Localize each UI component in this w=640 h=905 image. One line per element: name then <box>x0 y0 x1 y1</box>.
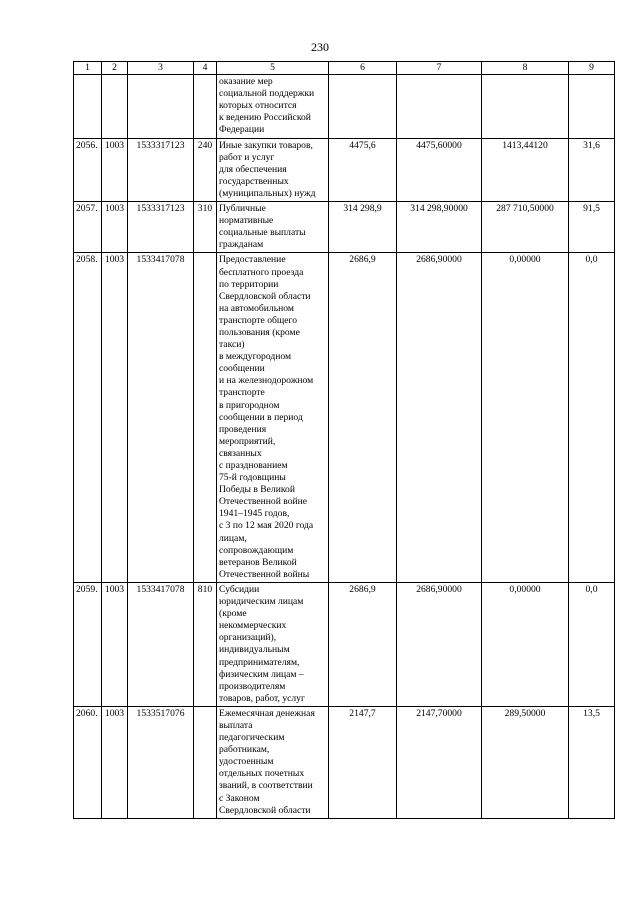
item-name-line: и на железнодорожном <box>219 375 314 387</box>
target-article-code: 1533517076 <box>128 706 194 818</box>
item-name-line: Победы в Великой <box>219 484 295 496</box>
budget-table <box>73 61 615 819</box>
executed-amount: 289,50000 <box>482 706 569 818</box>
target-article-code: 1533317123 <box>128 202 194 253</box>
item-name-line: Отечественной войне <box>219 496 308 508</box>
item-name-line: гражданам <box>219 239 264 251</box>
section-code: 1003 <box>102 202 128 253</box>
item-name-line: в пригородном <box>219 399 280 411</box>
header-cell: 3 <box>128 62 194 75</box>
executed-amount: 287 710,50000 <box>482 202 569 253</box>
plan-amount-precise: 4475,60000 <box>397 138 482 201</box>
item-name-line: товаров, работ, услуг <box>219 692 305 704</box>
item-name-line: педагогическим <box>219 732 285 744</box>
item-name-line: пользования (кроме <box>219 326 300 338</box>
plan-amount-precise: 314 298,90000 <box>397 202 482 253</box>
item-name-line: индивидуальным <box>219 644 290 656</box>
item-name-line: социальной поддержки <box>219 88 315 100</box>
section-code: 1003 <box>102 706 128 818</box>
item-name-line: физическим лицам – <box>219 668 304 680</box>
header-cell: 7 <box>397 62 482 75</box>
section-code: 1003 <box>102 138 128 201</box>
item-name-line: такси) <box>219 339 245 351</box>
item-name-line: Иные закупки товаров, <box>219 139 313 151</box>
row-number: 2058. <box>74 253 102 583</box>
item-name-line: проведения <box>219 423 267 435</box>
row-number: 2060. <box>74 706 102 818</box>
header-cell: 9 <box>569 62 615 75</box>
target-article-code: 1533417078 <box>128 253 194 583</box>
header-cell: 8 <box>482 62 569 75</box>
table-row <box>74 202 615 253</box>
item-name-line: государственных <box>219 175 289 187</box>
item-name-line: бесплатного проезда <box>219 266 304 278</box>
section-code: 1003 <box>102 582 128 706</box>
item-name-line: с Законом <box>219 792 260 804</box>
header-cell: 4 <box>194 62 217 75</box>
item-name-line: некоммерческих <box>219 620 287 632</box>
item-name-line: на автомобильном <box>219 302 294 314</box>
table-row <box>74 75 615 138</box>
row-number: 2059. <box>74 582 102 706</box>
item-name-line: в междугородном <box>219 351 292 363</box>
item-name-line: Свердловской области <box>219 804 311 816</box>
header-row <box>74 62 615 75</box>
expense-type-code <box>194 75 217 138</box>
item-name-line: ветеранов Великой <box>219 556 297 568</box>
item-name-line: званий, в соответствии <box>219 780 313 792</box>
section-code: 1003 <box>102 253 128 583</box>
table-row <box>74 253 615 583</box>
item-name-line: социальные выплаты <box>219 227 306 239</box>
item-name-line: Федерации <box>219 124 265 136</box>
item-name <box>217 582 329 706</box>
header-cell: 1 <box>74 62 102 75</box>
row-number: 2056. <box>74 138 102 201</box>
plan-amount: 2686,9 <box>329 253 397 583</box>
expense-type-code: 240 <box>194 138 217 201</box>
item-name <box>217 138 329 201</box>
execution-percent: 0,0 <box>569 582 615 706</box>
item-name-line: юридическим лицам <box>219 596 304 608</box>
page-number: 230 <box>311 40 329 54</box>
item-name-line: работникам, <box>219 744 270 756</box>
execution-percent <box>569 75 615 138</box>
item-name-line: производителям <box>219 680 286 692</box>
item-name-line: (кроме <box>219 608 247 620</box>
item-name-line: Субсидии <box>219 583 260 595</box>
item-name-line: с 3 по 12 мая 2020 года <box>219 520 314 532</box>
expense-type-code <box>194 706 217 818</box>
item-name <box>217 253 329 583</box>
item-name-line: Ежемесячная денежная <box>219 707 315 719</box>
item-name-line: Предоставление <box>219 254 286 266</box>
plan-amount-precise: 2147,70000 <box>397 706 482 818</box>
item-name-line: сообщении <box>219 363 265 375</box>
plan-amount-precise: 2686,90000 <box>397 582 482 706</box>
target-article-code: 1533417078 <box>128 582 194 706</box>
execution-percent: 91,5 <box>569 202 615 253</box>
item-name-line: транспорте <box>219 387 265 399</box>
header-cell: 5 <box>217 62 329 75</box>
header-cell: 6 <box>329 62 397 75</box>
item-name-line: по территории <box>219 278 279 290</box>
expense-type-code: 810 <box>194 582 217 706</box>
table-row <box>74 706 615 818</box>
executed-amount: 1413,44120 <box>482 138 569 201</box>
item-name-line: Отечественной войны <box>219 568 310 580</box>
section-code <box>102 75 128 138</box>
item-name-line: сопровождающим <box>219 544 294 556</box>
item-name-line: (муниципальных) нужд <box>219 187 316 199</box>
item-name-line: транспорте общего <box>219 314 298 326</box>
table-row <box>74 582 615 706</box>
item-name-line: мероприятий, <box>219 435 276 447</box>
plan-amount: 2147,7 <box>329 706 397 818</box>
target-article-code <box>128 75 194 138</box>
execution-percent: 31,6 <box>569 138 615 201</box>
executed-amount: 0,00000 <box>482 253 569 583</box>
item-name-line: отдельных почетных <box>219 768 305 780</box>
item-name-line: нормативные <box>219 215 274 227</box>
item-name-line: удостоенным <box>219 756 274 768</box>
item-name-line: Публичные <box>219 203 266 215</box>
item-name-line: работ и услуг <box>219 151 275 163</box>
item-name-line: сообщении в период <box>219 411 303 423</box>
item-name-line: с празднованием <box>219 460 288 471</box>
table-body <box>74 62 615 819</box>
item-name-line: оказание мер <box>219 76 273 88</box>
expense-type-code: 310 <box>194 202 217 253</box>
item-name-line: Свердловской области <box>219 290 311 302</box>
item-name-line: связанных <box>219 447 262 459</box>
item-name <box>217 75 329 138</box>
row-number: 2057. <box>74 202 102 253</box>
item-name-line: выплата <box>219 719 253 731</box>
expense-type-code <box>194 253 217 583</box>
executed-amount <box>482 75 569 138</box>
row-number <box>74 75 102 138</box>
execution-percent: 13,5 <box>569 706 615 818</box>
target-article-code: 1533317123 <box>128 138 194 201</box>
plan-amount: 4475,6 <box>329 138 397 201</box>
item-name-line: организаций), <box>219 632 277 644</box>
table-row <box>74 138 615 201</box>
plan-amount <box>329 75 397 138</box>
header-cell: 2 <box>102 62 128 75</box>
item-name <box>217 202 329 253</box>
execution-percent: 0,0 <box>569 253 615 583</box>
item-name-line: предпринимателям, <box>219 656 300 668</box>
plan-amount: 314 298,9 <box>329 202 397 253</box>
executed-amount: 0,00000 <box>482 582 569 706</box>
item-name-line: лицам, <box>219 532 247 544</box>
item-name-line: 1941–1945 годов, <box>219 508 290 520</box>
plan-amount-precise: 2686,90000 <box>397 253 482 583</box>
item-name-line: которых относится <box>219 100 297 112</box>
item-name-line: для обеспечения <box>219 163 287 175</box>
item-name-line: 75-й годовщины <box>219 472 286 484</box>
item-name <box>217 706 329 818</box>
item-name-line: к ведению Российской <box>219 112 311 124</box>
plan-amount: 2686,9 <box>329 582 397 706</box>
plan-amount-precise <box>397 75 482 138</box>
